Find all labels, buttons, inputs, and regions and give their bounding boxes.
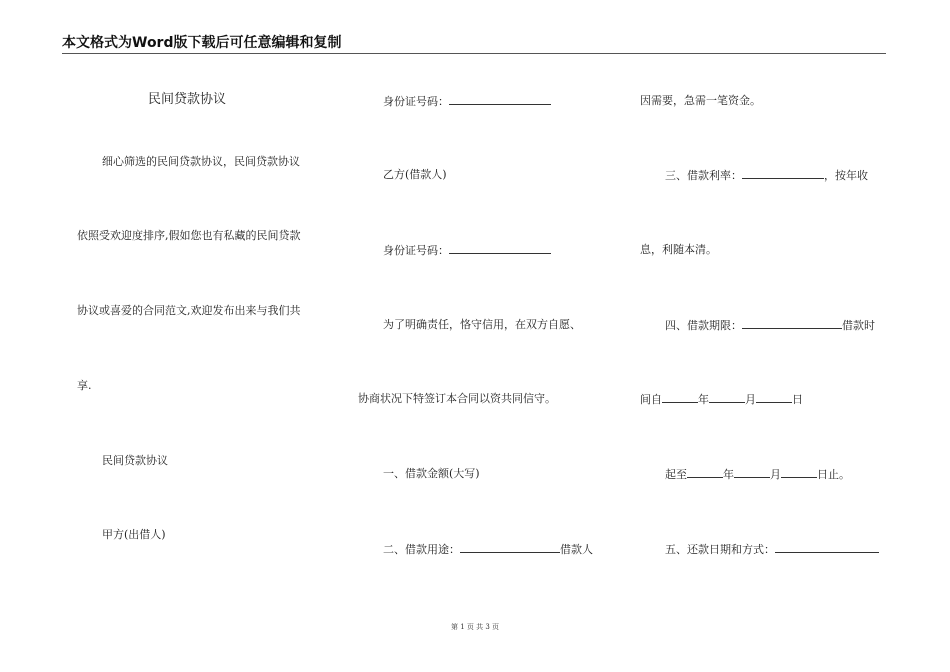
id-label-b: 身份证号码： xyxy=(383,244,449,257)
end-day-blank[interactable] xyxy=(781,467,817,478)
party-a-label: 甲方(出借人) xyxy=(102,528,166,541)
clause-3-rate xyxy=(665,168,868,183)
document-title: 民间贷款协议 xyxy=(148,92,227,107)
purpose-blank[interactable] xyxy=(460,542,560,553)
preamble-line-2: 协商状况下特签订本合同以资共同信守。 xyxy=(358,392,556,405)
intro-line-2: 依照受欢迎度排序,假如您也有私藏的民间贷款 xyxy=(77,229,301,242)
term-blank[interactable] xyxy=(742,318,842,329)
rate-continued: 息，利随本清。 xyxy=(640,243,717,256)
id-blank-a[interactable] xyxy=(449,94,551,105)
repayment-label: 五、还款日期和方式： xyxy=(665,543,775,556)
end-day-unit: 日止。 xyxy=(817,468,850,481)
end-prefix: 起至 xyxy=(665,468,687,481)
purpose-continued: 因需要，急需一笔资金。 xyxy=(640,94,761,107)
start-day-blank[interactable] xyxy=(756,392,792,403)
header-text: 本文格式为Word版下载后可任意编辑和复制 xyxy=(62,35,342,51)
start-month-unit: 月 xyxy=(745,393,756,406)
clause-1-amount: 一、借款金额(大写) xyxy=(383,467,480,480)
rate-label: 三、借款利率： xyxy=(665,169,742,182)
party-b-id-line xyxy=(383,243,551,258)
clause-5-repayment xyxy=(665,542,879,557)
end-month-blank[interactable] xyxy=(734,467,770,478)
page-footer: 第 1 页 共 3 页 xyxy=(450,623,500,631)
intro-line-1: 细心筛选的民间贷款协议，民间贷款协议 xyxy=(102,155,300,168)
term-suffix: 借款时 xyxy=(842,319,875,332)
document-header xyxy=(62,33,886,54)
end-month-unit: 月 xyxy=(770,468,781,481)
intro-line-4: 享. xyxy=(77,379,92,392)
id-blank-b[interactable] xyxy=(449,243,551,254)
start-year-unit: 年 xyxy=(698,393,709,406)
start-day-unit: 日 xyxy=(792,393,803,406)
repayment-blank[interactable] xyxy=(775,542,879,553)
clause-4-term xyxy=(665,318,875,333)
intro-line-3: 协议或喜爱的合同范文,欢迎发布出来与我们共 xyxy=(77,304,301,317)
party-a-id-line xyxy=(383,94,551,109)
preamble-line-1: 为了明确责任，恪守信用，在双方自愿、 xyxy=(383,318,581,331)
agreement-subtitle: 民间贷款协议 xyxy=(102,454,168,467)
end-year-blank[interactable] xyxy=(687,467,723,478)
term-start-date xyxy=(640,392,803,407)
clause-2-purpose xyxy=(383,542,593,557)
end-year-unit: 年 xyxy=(723,468,734,481)
party-b-label: 乙方(借款人) xyxy=(383,168,447,181)
borrower-text: 借款人 xyxy=(560,543,593,556)
rate-suffix: ，按年收 xyxy=(824,169,868,182)
rate-blank[interactable] xyxy=(742,168,824,179)
start-prefix: 间自 xyxy=(640,393,662,406)
term-end-date xyxy=(665,467,850,482)
start-year-blank[interactable] xyxy=(662,392,698,403)
id-label-a: 身份证号码： xyxy=(383,95,449,108)
start-month-blank[interactable] xyxy=(709,392,745,403)
term-label: 四、借款期限： xyxy=(665,319,742,332)
purpose-label: 二、借款用途： xyxy=(383,543,460,556)
